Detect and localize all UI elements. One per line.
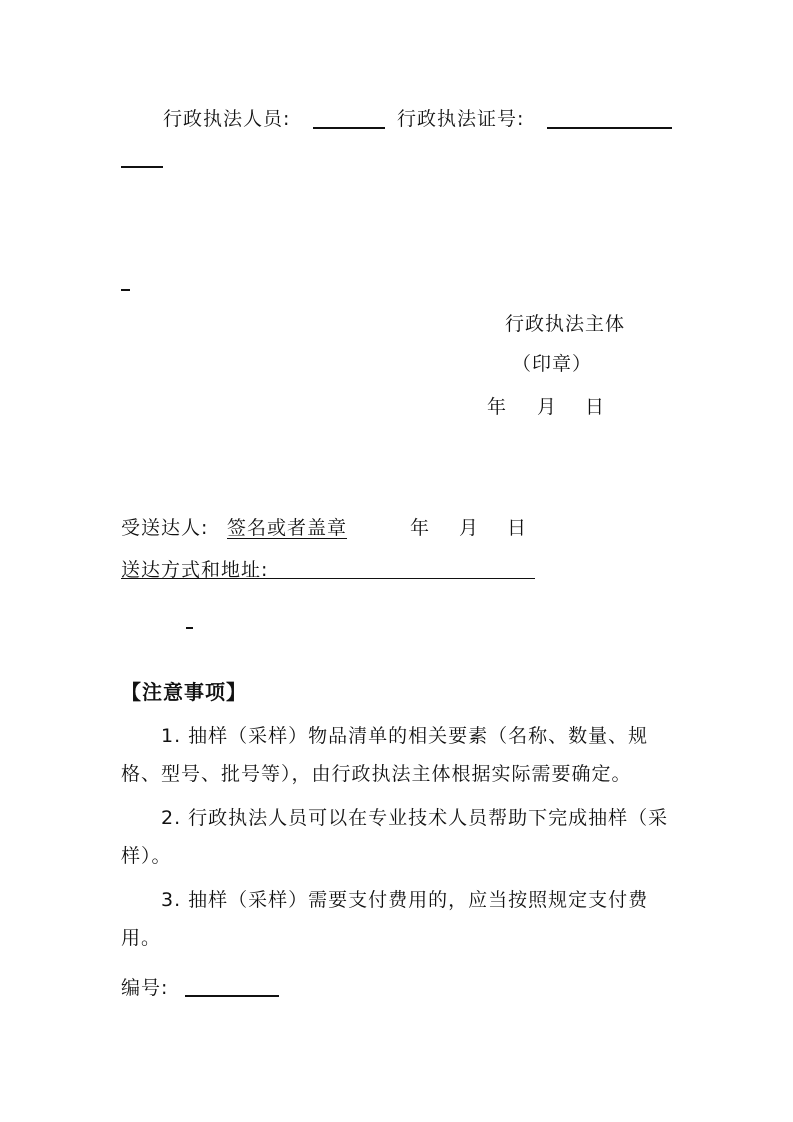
recipient-day: 日 bbox=[507, 517, 528, 539]
officer-cert-blank-continued[interactable] bbox=[121, 166, 163, 168]
number-label: 编号: bbox=[121, 977, 169, 999]
recipient-signature-field[interactable]: 签名或者盖章 bbox=[227, 517, 348, 539]
recipient-label: 受送达人: bbox=[121, 517, 209, 539]
authority-day: 日 bbox=[585, 396, 606, 418]
short-divider bbox=[121, 289, 130, 291]
authority-subject: 行政执法主体 bbox=[505, 313, 626, 335]
number-blank[interactable] bbox=[185, 995, 279, 997]
short-divider-2 bbox=[186, 627, 193, 629]
authority-year: 年 bbox=[487, 396, 508, 418]
note-item-1: 1. 抽样（采样）物品清单的相关要素（名称、数量、规格、型号、批号等），由行政执法主体根据实际需要确定。 bbox=[121, 725, 649, 785]
notes-heading: 【注意事项】 bbox=[121, 680, 247, 704]
officer-cert-label: 行政执法证号: bbox=[397, 108, 525, 130]
delivery-method-blank[interactable] bbox=[121, 578, 535, 579]
delivery-method-label: 送达方式和地址: bbox=[121, 559, 269, 581]
recipient-year: 年 bbox=[410, 517, 431, 539]
authority-month: 月 bbox=[537, 396, 558, 418]
officer-name-blank[interactable] bbox=[313, 127, 385, 129]
officer-name-label: 行政执法人员: bbox=[163, 108, 291, 130]
authority-seal: （印章） bbox=[512, 353, 593, 375]
officer-cert-blank[interactable] bbox=[547, 127, 672, 129]
note-item-2: 2. 行政执法人员可以在专业技术人员帮助下完成抽样（采样）。 bbox=[121, 807, 669, 867]
note-item-3: 3. 抽样（采样）需要支付费用的，应当按照规定支付费用。 bbox=[121, 889, 649, 949]
recipient-month: 月 bbox=[459, 517, 480, 539]
